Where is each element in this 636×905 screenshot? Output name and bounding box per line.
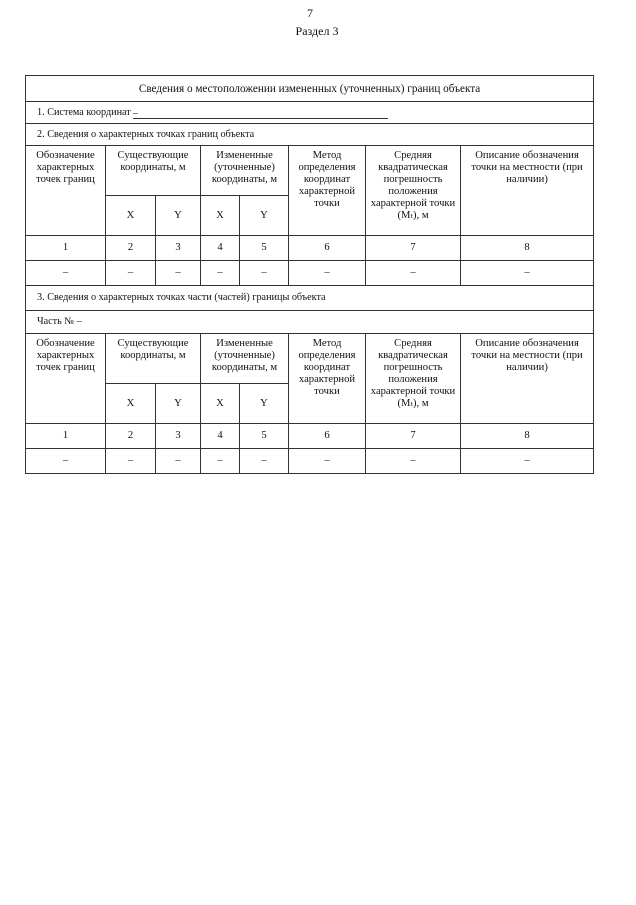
section2-title: 2. Сведения о характерных точках границ объекта <box>26 124 594 146</box>
column-number: 5 <box>240 424 289 449</box>
header-description: Описание обозначения точки на местности (при наличии) <box>461 334 594 424</box>
header-x: X <box>106 384 156 424</box>
column-number: 8 <box>461 424 594 449</box>
header-x: X <box>201 384 240 424</box>
table-cell: – <box>240 449 289 474</box>
column-number: 3 <box>156 424 201 449</box>
column-number: 2 <box>106 236 156 261</box>
column-number: 6 <box>289 236 366 261</box>
table-cell: – <box>201 261 240 286</box>
column-number: 1 <box>26 424 106 449</box>
table-cell: – <box>26 261 106 286</box>
table-cell: – <box>106 261 156 286</box>
column-number: 8 <box>461 236 594 261</box>
coord-system-label: 1. Система координат <box>37 106 131 118</box>
table-title: Сведения о местоположении измененных (уточненных) границ объекта <box>26 76 594 102</box>
header-y: Y <box>156 384 201 424</box>
header-designation: Обозначение характерных точек границ <box>26 334 106 424</box>
section3-title: 3. Сведения о характерных точках части (частей) границы объекта <box>26 286 594 311</box>
table-cell: – <box>461 261 594 286</box>
header-x: X <box>201 196 240 236</box>
header-designation: Обозначение характерных точек границ <box>26 146 106 236</box>
header-existing: Существующие координаты, м <box>106 146 201 196</box>
column-number: 4 <box>201 236 240 261</box>
header-y: Y <box>240 196 289 236</box>
boundary-table <box>25 75 594 474</box>
table-cell: – <box>461 449 594 474</box>
coord-system-value: – <box>133 108 388 119</box>
table-cell: – <box>366 261 461 286</box>
table-cell: – <box>156 449 201 474</box>
header-rms: Средняя квадратическая погрешность положения характерной точки (Mₜ), м <box>366 334 461 424</box>
table-cell: – <box>240 261 289 286</box>
table-cell: – <box>289 261 366 286</box>
table-cell: – <box>289 449 366 474</box>
column-number: 3 <box>156 236 201 261</box>
header-y: Y <box>240 384 289 424</box>
column-number-row <box>26 236 594 261</box>
column-number: 5 <box>240 236 289 261</box>
table-row <box>26 261 594 286</box>
header-changed: Измененные (уточненные) координаты, м <box>201 146 289 196</box>
header-method: Метод определения координат характерной точки <box>289 146 366 236</box>
column-number: 6 <box>289 424 366 449</box>
part-label: Часть № – <box>26 311 594 334</box>
column-number: 7 <box>366 424 461 449</box>
column-number-row <box>26 424 594 449</box>
table-cell: – <box>201 449 240 474</box>
header-changed: Измененные (уточненные) координаты, м <box>201 334 289 384</box>
table-cell: – <box>26 449 106 474</box>
table-cell: – <box>366 449 461 474</box>
page-number: 7 <box>307 6 313 20</box>
column-number: 4 <box>201 424 240 449</box>
header-y: Y <box>156 196 201 236</box>
header-method: Метод определения координат характерной точки <box>289 334 366 424</box>
table-row <box>26 449 594 474</box>
header-rms: Средняя квадратическая погрешность положения характерной точки (Mₜ), м <box>366 146 461 236</box>
header-x: X <box>106 196 156 236</box>
table-cell: – <box>106 449 156 474</box>
coord-system-row <box>26 102 594 124</box>
column-number: 7 <box>366 236 461 261</box>
section-title: Раздел 3 <box>295 24 339 38</box>
header-description: Описание обозначения точки на местности (при наличии) <box>461 146 594 236</box>
column-number: 1 <box>26 236 106 261</box>
header-existing: Существующие координаты, м <box>106 334 201 384</box>
column-number: 2 <box>106 424 156 449</box>
table-cell: – <box>156 261 201 286</box>
